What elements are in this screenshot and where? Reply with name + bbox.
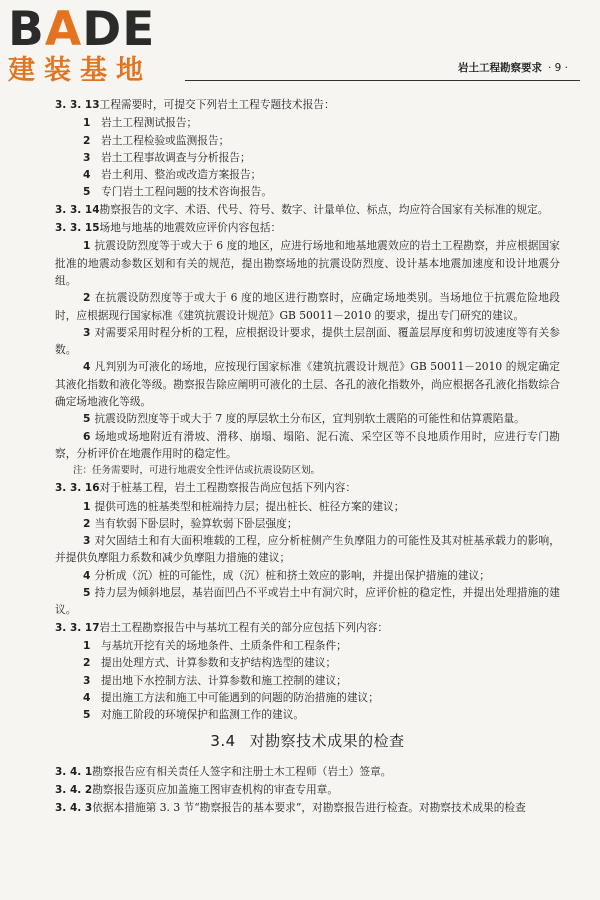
logo-subtitle: 建装基地 <box>8 55 152 86</box>
list-item: 3 岩土工程事故调查与分析报告； <box>83 150 251 164</box>
clause-3-3-15: 3. 3. 15场地与地基的地震效应评价内容包括： <box>55 221 282 235</box>
clause-3-4-1: 3. 4. 1勘察报告应有相关责任人签字和注册土木工程师（岩土）签章。 <box>55 764 392 778</box>
list-item: 5 专门岩土工程问题的技术咨询报告。 <box>83 185 273 199</box>
clause-3-4-3: 3. 4. 3依据本措施第 3. 3 节“勘察报告的基本要求”，对勘察报告进行检查。对勘察技术成果的检查 <box>55 801 526 815</box>
paragraph: 4 分析成（沉）桩的可能性，成（沉）桩和挤土效应的影响，并提出保护措施的建议； <box>83 568 490 582</box>
paragraph: 2 在抗震设防烈度等于或大于 6 度的地区进行勘察时，应确定场地类别。当场地位于抗震危险地段时，应根据现行国家标准《建筑抗震设计规范》GB 50011－2010 的要求，提出专门研究的建议。 <box>55 291 560 322</box>
logo-wordmark: BADE <box>8 2 156 57</box>
clause-3-3-14: 3. 3. 14勘察报告的文字、术语、代号、符号、数字、计量单位、标点，均应符合国家有关标准的规定。 <box>55 202 549 216</box>
note: 注：任务需要时，可进行地震安全性评估或抗震设防区划。 <box>73 465 321 477</box>
list-item: 2 提出处理方式、计算参数和支护结构选型的建议； <box>83 656 337 670</box>
clause-3-4-2: 3. 4. 2勘察报告逐页应加盖施工图审查机构的审查专用章。 <box>55 782 339 796</box>
section-heading-3-4: 3.4 对勘察技术成果的检查 <box>210 732 405 751</box>
clause-3-3-13: 3. 3. 13工程需要时，可提交下列岩土工程专题技术报告： <box>55 98 335 111</box>
list-item: 4 岩土利用、整治或改造方案报告； <box>83 168 262 182</box>
page-number: · 9 · <box>547 62 568 74</box>
paragraph: 5 抗震设防烈度等于或大于 7 度的厚层软土分布区，宜判别软土震陷的可能性和估算震陷量。 <box>83 412 525 426</box>
list-item: 2 岩土工程检验或监测报告； <box>83 133 230 147</box>
logo <box>8 4 183 86</box>
paragraph: 1 提供可选的桩基类型和桩端持力层；提出桩长、桩径方案的建议； <box>83 499 405 513</box>
paragraph: 3 对需要采用时程分析的工程，应根据设计要求，提供土层剖面、覆盖层厚度和剪切波速度等有关参数。 <box>55 325 560 357</box>
paragraph: 2 当有软弱下卧层时，验算软弱下卧层强度； <box>83 516 298 530</box>
paragraph: 3 对欠固结土和有大面积堆载的工程，应分析桩侧产生负摩阻力的可能性及其对桩基承载力的影响，并提供负摩阻力系数和减少负摩阻力措施的建议； <box>55 534 560 565</box>
paragraph: 6 场地或场地附近有滑坡、滑移、崩塌、塌陷、泥石流、采空区等不良地质作用时，应进行专门勘察，分析评价在地震作用时的稳定性。 <box>55 429 560 460</box>
list-item: 3 提出地下水控制方法、计算参数和施工控制的建议； <box>83 673 347 687</box>
paragraph: 4 凡判别为可液化的场地，应按现行国家标准《建筑抗震设计规范》GB 50011－2010 的规定确定其液化指数和液化等级。勘察报告除应阐明可液化的土层、各孔的液化指数外，尚应根据各孔液化指数综合确定场地液化等级。 <box>55 360 560 409</box>
list-item: 5 对施工阶段的环境保护和监测工作的建议。 <box>83 708 305 722</box>
clause-3-3-16: 3. 3. 16对于桩基工程，岩土工程勘察报告尚应包括下列内容： <box>55 481 357 495</box>
paragraph: 1 抗震设防烈度等于或大于 6 度的地区，应进行场地和地基地震效应的岩土工程勘察，并应根据国家批准的地震动参数区划和有关的规范，提出勘察场地的抗震设防烈度、设计基本地震加速度和设计地震分组。 <box>55 239 560 287</box>
clause-3-3-17: 3. 3. 17岩土工程勘察报告中与基坑工程有关的部分应包括下列内容： <box>55 620 389 634</box>
paragraph: 5 持力层为倾斜地层，基岩面凹凸不平或岩土中有洞穴时，应评价桩的稳定性，并提出处理措施的建议。 <box>55 586 560 617</box>
document-body <box>55 96 560 818</box>
header-title: 岩土工程勘察要求 <box>457 62 542 74</box>
list-item: 4 提出施工方法和施工中可能遇到的问题的防治措施的建议； <box>83 690 379 704</box>
page-header <box>185 58 580 81</box>
list-item: 1 与基坑开挖有关的场地条件、土质条件和工程条件； <box>83 638 347 652</box>
list-item: 1 岩土工程测试报告； <box>83 116 198 130</box>
